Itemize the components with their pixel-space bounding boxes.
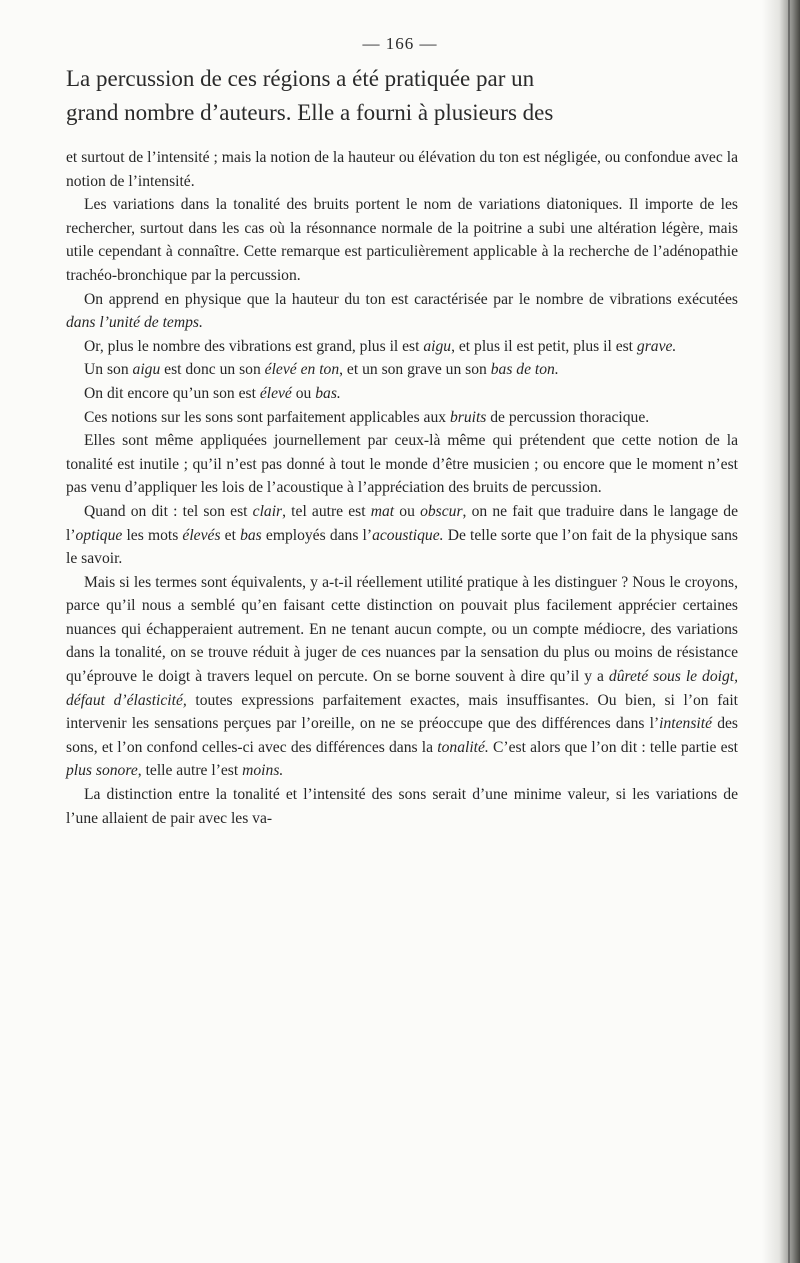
text-segment: Mais si les termes sont équivalents, y a-t-il réellement utilité pratique à les distinguer ? Nous le croyons, parce qu’il nous a semblé qu’en faisant cette distinction on pouvait plus facilement apprécier certaines nuances qui échapperaient autrement. En ne tenant aucun compte, ou un compte médiocre, des variations dans la tonalité, on se trouve réduit à juger de ces nuances par la sensation du plus ou moins de résistance qu’éprouve le doigt à travers lequel on percute. On se borne souvent à dire qu’il y a bbox=[66, 573, 738, 686]
italic-text: bruits bbox=[449, 408, 487, 426]
paragraph bbox=[66, 146, 738, 193]
text-segment: Les variations dans la tonalité des bruits portent le nom de variations diatoniques. Il importe de les rechercher, surtout dans les cas où la résonnance normale de la poitrine a subi une altération légère, mais utile cependant à connaître. Cette remarque est particulièrement applicable à la recherche de l’adénopathie trachéo-bronchique par la percussion. bbox=[66, 196, 738, 284]
binding-edge-line bbox=[788, 0, 790, 1263]
text-segment: , on ne fait que traduire dans le langage de l’ bbox=[66, 502, 738, 544]
italic-text: optique bbox=[75, 526, 123, 544]
text-segment: ou bbox=[291, 384, 316, 402]
paragraph bbox=[66, 193, 738, 287]
text-segment: Un son bbox=[84, 361, 133, 379]
text-segment: des sons, et l’on confond celles-ci avec des différences dans la bbox=[66, 715, 738, 756]
text-segment: employés dans l’ bbox=[261, 526, 373, 544]
italic-text: moins. bbox=[242, 762, 284, 780]
paragraph bbox=[66, 500, 738, 571]
text-segment: , tel autre est bbox=[282, 502, 371, 520]
text-segment: de percussion thoracique. bbox=[486, 408, 650, 426]
italic-text: aigu bbox=[423, 337, 452, 355]
text-segment: C’est alors que l’on dit : telle partie est bbox=[488, 738, 738, 756]
italic-text: aigu bbox=[132, 361, 161, 379]
text-segment: De telle sorte que l’on fait de la physique sans le savoir. bbox=[66, 526, 738, 568]
italic-text: grave. bbox=[636, 337, 677, 355]
intro-line-1: La percussion de ces régions a été pratiquée par un bbox=[66, 66, 535, 91]
paragraph bbox=[66, 358, 738, 382]
text-segment: les mots bbox=[122, 526, 183, 544]
italic-text: mat bbox=[370, 502, 395, 520]
text-segment: Quand on dit : tel son est bbox=[84, 502, 253, 520]
italic-text: élevés bbox=[182, 526, 221, 544]
paragraph bbox=[66, 783, 738, 830]
text-segment: et bbox=[220, 526, 241, 544]
text-segment: On apprend en physique que la hauteur du ton est caractérisée par le nombre de vibrations exécutées bbox=[84, 290, 738, 308]
text-segment: est donc un son bbox=[160, 361, 265, 379]
text-segment: Elles sont même appliquées journellement par ceux-là même qui prétendent que cette notion de la tonalité est inutile ; qu’il n’est pas donné à tout le monde d’être musicien ; ou encore que le moment n’est pas venu d’appliquer les lois de l’acoustique à l’appréciation des bruits de percussion. bbox=[66, 432, 738, 497]
binding-edge-shadow bbox=[762, 0, 800, 1263]
body-text bbox=[66, 146, 738, 830]
paragraph bbox=[66, 429, 738, 500]
italic-text: acoustique. bbox=[372, 526, 444, 544]
text-segment: ou bbox=[394, 502, 421, 520]
paragraph bbox=[66, 382, 738, 406]
text-segment: On dit encore qu’un son est bbox=[84, 384, 260, 402]
intro-text bbox=[66, 62, 746, 130]
italic-text: plus sonore bbox=[66, 762, 138, 780]
text-segment: toutes expressions parfaitement exactes, mais insuffisantes. Ou bien, si l’on fait intervenir les sensations perçues par l’oreille, on ne se préoccupe que des différences dans l’ bbox=[66, 691, 738, 733]
text-segment: La distinction entre la tonalité et l’intensité des sons serait d’une minime valeur, si les variations de l’une allaient de pair avec les va- bbox=[66, 786, 738, 827]
paragraph bbox=[66, 406, 738, 430]
italic-text: dans l’unité de temps. bbox=[66, 314, 203, 332]
text-segment: , et un son grave un son bbox=[339, 361, 491, 379]
paragraph bbox=[66, 571, 738, 783]
paragraph bbox=[66, 335, 738, 359]
text-segment: Or, plus le nombre des vibrations est grand, plus il est bbox=[84, 337, 424, 355]
italic-text: bas. bbox=[315, 384, 341, 402]
text-segment: Ces notions sur les sons sont parfaitement applicables aux bbox=[84, 408, 450, 426]
italic-text: élevé bbox=[259, 384, 292, 402]
italic-text: obscur bbox=[420, 502, 463, 520]
text-segment: , et plus il est petit, plus il est bbox=[451, 337, 637, 355]
italic-text: tonalité. bbox=[437, 738, 489, 756]
text-segment: , telle autre l’est bbox=[137, 762, 243, 780]
page-number: — 166 — bbox=[362, 34, 438, 53]
text-segment: et surtout de l’intensité ; mais la notion de la hauteur ou élévation du ton est négligée, ou confondue avec la notion de l’intensité. bbox=[66, 149, 738, 190]
italic-text: bas de ton. bbox=[490, 361, 559, 379]
italic-text: bas bbox=[240, 526, 262, 544]
italic-text: intensité bbox=[659, 715, 713, 733]
paragraph bbox=[66, 288, 738, 335]
italic-text: clair bbox=[252, 502, 283, 520]
italic-text: élevé en ton bbox=[264, 361, 340, 379]
intro-line-2: grand nombre d’auteurs. Elle a fourni à plusieurs des bbox=[66, 100, 554, 125]
italic-text: dûreté sous le doigt, défaut d’élasticité, bbox=[66, 668, 738, 709]
